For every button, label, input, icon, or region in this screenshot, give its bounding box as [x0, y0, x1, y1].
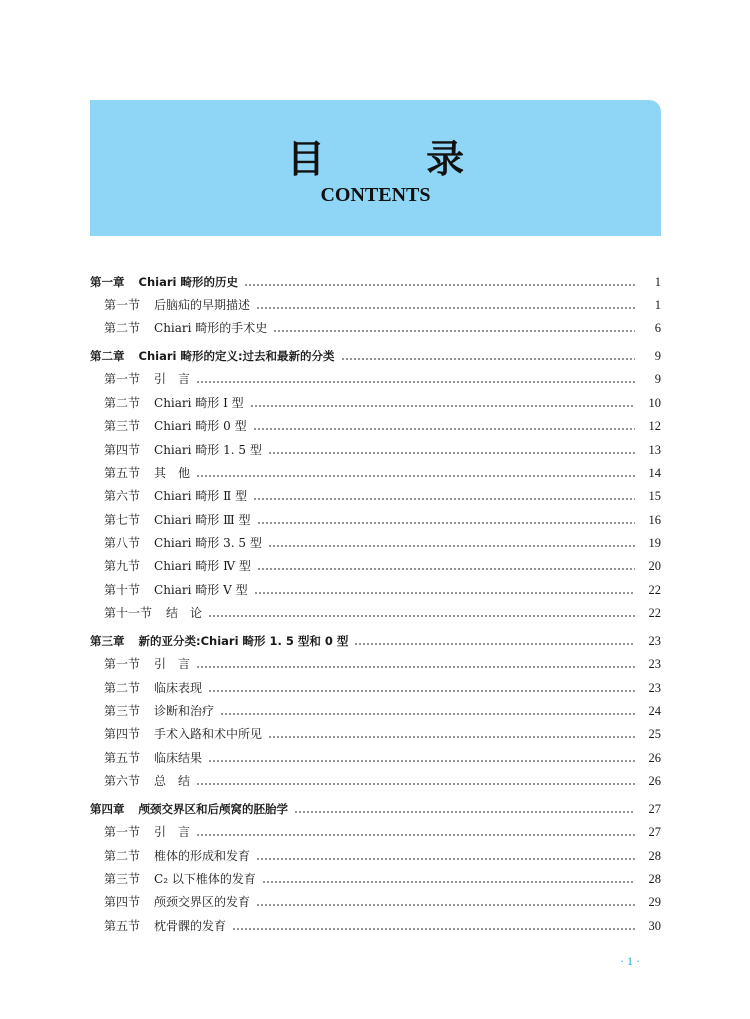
contents-title: 目 录: [286, 137, 509, 181]
toc-section-row[interactable]: [90, 840, 661, 863]
toc-entry-number: 第一节: [104, 657, 141, 672]
page-folio: · 1 ·: [620, 954, 640, 968]
toc-entry-title: Chiari 畸形的定义:过去和最新的分类: [138, 348, 335, 363]
toc-entry-title: 手术入路和术中所见: [154, 727, 263, 742]
toc-entry-page: 23: [648, 633, 661, 648]
toc-chapter-row[interactable]: [90, 336, 661, 364]
dot-leader: [268, 452, 635, 454]
dot-leader: [250, 405, 635, 407]
dot-leader: [196, 666, 635, 668]
toc-section-row[interactable]: [90, 411, 661, 434]
toc-entry-page: 27: [648, 801, 661, 816]
toc-section-row[interactable]: [90, 649, 661, 672]
toc-entry-title: Chiari 畸形 Ⅲ 型: [154, 512, 251, 527]
toc-entry-page: 25: [648, 727, 661, 742]
dot-leader: [208, 615, 635, 617]
toc-chapter-row[interactable]: [90, 789, 661, 817]
toc-entry-number: 第六节: [104, 774, 141, 789]
dot-leader: [268, 736, 635, 738]
toc-entry-page: 9: [654, 372, 661, 387]
toc-entry-title: 后脑疝的早期描述: [154, 297, 251, 312]
toc-section-row[interactable]: [90, 864, 661, 887]
toc-entry-title: 椎体的形成和发育: [154, 848, 251, 863]
toc-entry-title: 颅颈交界区的发育: [154, 895, 251, 910]
toc-entry-title: 其 他: [154, 465, 191, 480]
dot-leader: [294, 811, 635, 813]
toc-entry-number: 第五节: [104, 750, 141, 765]
toc-section-row[interactable]: [90, 504, 661, 527]
toc-entry-page: 9: [654, 348, 661, 363]
toc-section-row[interactable]: [90, 719, 661, 742]
toc-entry-title: 枕骨髁的发育: [154, 918, 227, 933]
toc-entry-number: 第二节: [104, 395, 141, 410]
toc-section-row[interactable]: [90, 672, 661, 695]
toc-entry-number: 第一章: [90, 274, 125, 289]
toc-entry-title: 临床表现: [154, 680, 203, 695]
toc-entry-number: 第六节: [104, 489, 141, 504]
toc-entry-page: 19: [648, 536, 661, 551]
toc-entry-number: 第三节: [104, 871, 141, 886]
toc-entry-number: 第十一节: [104, 606, 153, 621]
toc-entry-page: 10: [648, 395, 661, 410]
toc-chapter-row[interactable]: [90, 621, 661, 649]
toc-entry-number: 第一节: [104, 825, 141, 840]
dot-leader: [220, 713, 635, 715]
toc-section-row[interactable]: [90, 910, 661, 933]
toc-entry-number: 第二节: [104, 680, 141, 695]
toc-entry-number: 第七节: [104, 512, 141, 527]
toc-entry-page: 29: [648, 895, 661, 910]
toc-entry-title: Chiari 畸形 3. 5 型: [154, 536, 262, 551]
toc-entry-title: Chiari 畸形的手术史: [154, 321, 268, 336]
toc-entry-page: 26: [648, 750, 661, 765]
toc-entry-number: 第三节: [104, 419, 141, 434]
toc-entry-number: 第四节: [104, 442, 141, 457]
dot-leader: [268, 545, 635, 547]
toc-entry-number: 第五节: [104, 918, 141, 933]
toc-section-row[interactable]: [90, 528, 661, 551]
toc-section-row[interactable]: [90, 387, 661, 410]
toc-section-row[interactable]: [90, 290, 661, 313]
toc-entry-page: 27: [648, 825, 661, 840]
dot-leader: [257, 568, 635, 570]
toc-entry-title: 颅颈交界区和后颅窝的胚胎学: [138, 801, 288, 816]
toc-entry-title: 新的亚分类:Chiari 畸形 1. 5 型和 0 型: [138, 633, 349, 648]
toc-entry-number: 第一节: [104, 297, 141, 312]
toc-entry-page: 13: [648, 442, 661, 457]
toc-entry-title: Chiari 畸形 Ⅱ 型: [154, 489, 248, 504]
toc-entry-page: 30: [648, 918, 661, 933]
dot-leader: [354, 643, 635, 645]
toc-section-row[interactable]: [90, 458, 661, 481]
toc-section-row[interactable]: [90, 574, 661, 597]
toc-entry-number: 第二节: [104, 848, 141, 863]
toc-entry-page: 6: [654, 321, 661, 336]
toc-entry-page: 23: [648, 680, 661, 695]
toc-entry-number: 第三章: [90, 633, 125, 648]
toc-section-row[interactable]: [90, 766, 661, 789]
dot-leader: [256, 858, 635, 860]
toc-section-row[interactable]: [90, 434, 661, 457]
toc-entry-title: Chiari 畸形 Ⅰ 型: [154, 395, 244, 410]
toc-entry-page: 1: [654, 297, 661, 312]
dot-leader: [256, 307, 635, 309]
dot-leader: [254, 592, 635, 594]
toc-entry-number: 第一节: [104, 372, 141, 387]
toc-section-row[interactable]: [90, 364, 661, 387]
dot-leader: [196, 834, 635, 836]
dot-leader: [253, 498, 635, 500]
toc-entry-page: 28: [648, 848, 661, 863]
dot-leader: [196, 475, 635, 477]
toc-entry-number: 第四章: [90, 801, 125, 816]
toc-entry-page: 1: [654, 274, 661, 289]
toc-entry-title: 引 言: [154, 657, 191, 672]
dot-leader: [196, 783, 635, 785]
toc-entry-page: 28: [648, 871, 661, 886]
toc-entry-title: 总 结: [154, 774, 191, 789]
toc-section-row[interactable]: [90, 313, 661, 336]
toc-entry-page: 20: [648, 559, 661, 574]
dot-leader: [244, 284, 635, 286]
toc-entry-page: 12: [648, 419, 661, 434]
toc-entry-page: 24: [648, 704, 661, 719]
toc-entry-title: 结 论: [166, 606, 203, 621]
toc-entry-title: Chiari 畸形的历史: [138, 274, 238, 289]
toc-entry-number: 第二章: [90, 348, 125, 363]
toc-section-row[interactable]: [90, 887, 661, 910]
toc-entry-number: 第九节: [104, 559, 141, 574]
toc-entry-title: 临床结果: [154, 750, 203, 765]
contents-subtitle: CONTENTS: [320, 184, 431, 206]
toc-entry-title: 引 言: [154, 825, 191, 840]
toc-chapter-row[interactable]: [90, 262, 661, 290]
toc-entry-number: 第三节: [104, 704, 141, 719]
contents-banner: [90, 100, 661, 236]
toc-section-row[interactable]: [90, 598, 661, 621]
toc-entry-number: 第五节: [104, 465, 141, 480]
toc-entry-number: 第二节: [104, 321, 141, 336]
toc-entry-number: 第四节: [104, 727, 141, 742]
toc-entry-title: 引 言: [154, 372, 191, 387]
toc-entry-title: Chiari 畸形 Ⅳ 型: [154, 559, 251, 574]
dot-leader: [196, 381, 635, 383]
toc-entry-page: 16: [648, 512, 661, 527]
toc-entry-title: C₂ 以下椎体的发育: [154, 871, 256, 886]
toc-entry-title: Chiari 畸形 0 型: [154, 419, 247, 434]
toc-entry-number: 第八节: [104, 536, 141, 551]
dot-leader: [262, 881, 635, 883]
toc-entry-number: 第十节: [104, 582, 141, 597]
toc-section-row[interactable]: [90, 481, 661, 504]
toc-entry-page: 26: [648, 774, 661, 789]
toc-section-row[interactable]: [90, 742, 661, 765]
dot-leader: [208, 760, 635, 762]
toc-entry-title: Chiari 畸形 Ⅴ 型: [154, 582, 248, 597]
toc-section-row[interactable]: [90, 817, 661, 840]
toc-section-row[interactable]: [90, 696, 661, 719]
toc-entry-title: Chiari 畸形 1. 5 型: [154, 442, 262, 457]
table-of-contents: [90, 262, 661, 934]
toc-entry-page: 22: [648, 582, 661, 597]
toc-entry-page: 22: [648, 606, 661, 621]
dot-leader: [232, 928, 635, 930]
toc-entry-page: 23: [648, 657, 661, 672]
dot-leader: [256, 904, 635, 906]
dot-leader: [257, 522, 635, 524]
toc-entry-number: 第四节: [104, 895, 141, 910]
dot-leader: [208, 690, 635, 692]
dot-leader: [253, 428, 635, 430]
dot-leader: [341, 358, 635, 360]
toc-entry-page: 14: [648, 465, 661, 480]
dot-leader: [273, 330, 635, 332]
toc-entry-title: 诊断和治疗: [154, 704, 215, 719]
toc-entry-page: 15: [648, 489, 661, 504]
toc-section-row[interactable]: [90, 551, 661, 574]
